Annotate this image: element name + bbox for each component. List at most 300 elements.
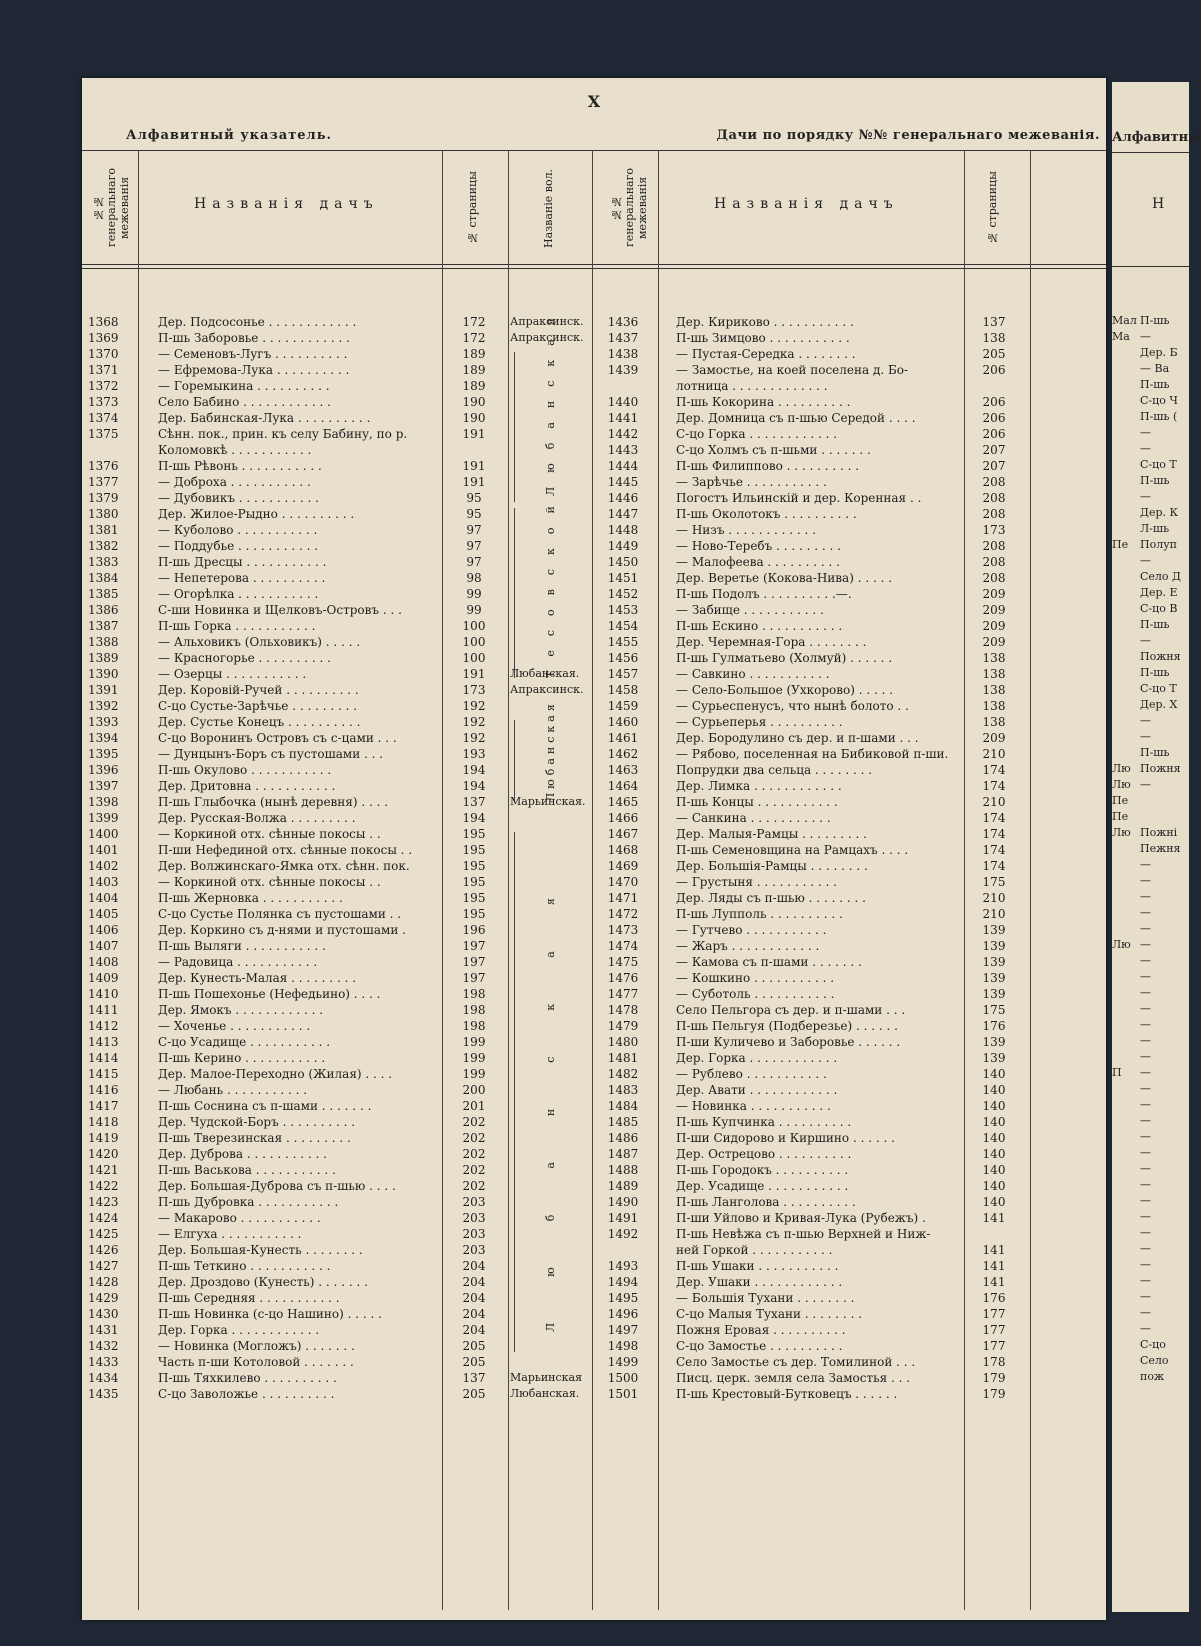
table-row bbox=[82, 730, 1106, 746]
header-right: Дачи по порядку №№ генеральнаго межеванія. bbox=[716, 128, 1100, 143]
table-row bbox=[82, 538, 1106, 554]
adjacent-fragment: — bbox=[1140, 1162, 1151, 1175]
row-page: 189 bbox=[462, 347, 486, 361]
row-name: С-цо Холмъ съ п-шьми . . . . . . . bbox=[676, 443, 871, 457]
row-name: Дер. Кунесть-Малая . . . . . . . . . bbox=[158, 971, 357, 985]
row-page: 140 bbox=[982, 1099, 1006, 1113]
row-name: П-шь Купчинка . . . . . . . . . . bbox=[676, 1115, 852, 1129]
row-number: 1493 bbox=[607, 1259, 639, 1273]
row-page: 209 bbox=[982, 603, 1006, 617]
row-name: Дер. Дритовна . . . . . . . . . . . bbox=[158, 779, 336, 793]
header-left: Алфавитный указатель. bbox=[126, 128, 333, 143]
row-number: 1398 bbox=[88, 795, 119, 809]
row-name: — Альховикъ (Ольховикъ) . . . . . bbox=[158, 635, 361, 649]
row-number: 1417 bbox=[88, 1099, 119, 1113]
row-name: Сѣнн. пок., прин. къ селу Бабину, по р. bbox=[158, 427, 408, 441]
row-page: 139 bbox=[982, 923, 1006, 937]
row-name: С-цо Замостье . . . . . . . . . . bbox=[676, 1339, 843, 1353]
row-number: 1477 bbox=[607, 987, 639, 1001]
row-number: 1438 bbox=[607, 347, 639, 361]
row-name: — Коркиной отх. сѣнные покосы . . bbox=[158, 827, 381, 841]
table-row bbox=[82, 458, 1106, 474]
row-page: 199 bbox=[462, 1035, 486, 1049]
row-number: 1404 bbox=[88, 891, 119, 905]
row-page: 139 bbox=[982, 1035, 1006, 1049]
row-page: 174 bbox=[982, 859, 1006, 873]
row-page: 202 bbox=[462, 1147, 486, 1161]
adjacent-fragment: Дер. Х bbox=[1140, 698, 1178, 711]
row-page: 138 bbox=[982, 683, 1006, 697]
adjacent-page bbox=[1112, 82, 1201, 1612]
table-row bbox=[82, 554, 1106, 570]
row-number: 1427 bbox=[88, 1259, 119, 1273]
row-number: 1432 bbox=[88, 1339, 119, 1353]
row-name: — Елгуха . . . . . . . . . . . bbox=[158, 1227, 302, 1241]
row-name: С-цо Воронинъ Островъ съ с-цами . . . bbox=[158, 731, 397, 745]
adjacent-fragment: — bbox=[1140, 1002, 1151, 1015]
row-page: 172 bbox=[462, 331, 486, 345]
row-page: 208 bbox=[982, 555, 1006, 569]
row-name: Дер. Большія-Рамцы . . . . . . . . bbox=[676, 859, 868, 873]
row-name: — Хоченье . . . . . . . . . . . bbox=[158, 1019, 311, 1033]
adjacent-fragment: — bbox=[1140, 1034, 1151, 1047]
row-name: П-шь Середняя . . . . . . . . . . . bbox=[158, 1291, 340, 1305]
table-row bbox=[82, 954, 1106, 970]
row-page: 198 bbox=[462, 987, 486, 1001]
adjacent-fragment: П-шь ( bbox=[1140, 410, 1178, 423]
adjacent-fragment: — bbox=[1140, 1306, 1151, 1319]
row-number: 1388 bbox=[88, 635, 119, 649]
row-number: 1487 bbox=[607, 1147, 639, 1161]
row-name: Писц. церк. земля села Замостья . . . bbox=[676, 1371, 911, 1385]
row-number: 1458 bbox=[607, 683, 639, 697]
adjacent-fragment: Пежня bbox=[1140, 842, 1181, 855]
row-page: 196 bbox=[462, 923, 486, 937]
row-number: 1443 bbox=[607, 443, 639, 457]
row-volost: Апраксинск. bbox=[510, 683, 584, 696]
row-number: 1478 bbox=[607, 1003, 639, 1017]
table-row bbox=[82, 1338, 1106, 1354]
row-number: 1455 bbox=[607, 635, 639, 649]
row-number: 1405 bbox=[88, 907, 119, 921]
row-name: Дер. Горка . . . . . . . . . . . . bbox=[676, 1051, 838, 1065]
row-number: 1491 bbox=[607, 1211, 639, 1225]
table-row bbox=[82, 474, 1106, 490]
row-number: 1490 bbox=[607, 1195, 639, 1209]
row-page: 177 bbox=[982, 1339, 1006, 1353]
row-number: 1379 bbox=[88, 491, 119, 505]
row-number: 1425 bbox=[88, 1227, 119, 1241]
row-number: 1377 bbox=[88, 475, 119, 489]
table-row bbox=[82, 522, 1106, 538]
row-page: 204 bbox=[462, 1259, 486, 1273]
adjacent-fragment: П-шь bbox=[1140, 618, 1170, 631]
row-name: П-шь Окулово . . . . . . . . . . . bbox=[158, 763, 332, 777]
row-name: Дер. Коркино съ д-нями и пустошами . bbox=[158, 923, 406, 937]
row-page: 138 bbox=[982, 331, 1006, 345]
row-page: 99 bbox=[466, 603, 482, 617]
row-page: 202 bbox=[462, 1131, 486, 1145]
row-number: 1380 bbox=[88, 507, 119, 521]
row-name: П-шь Околотокъ . . . . . . . . . . bbox=[676, 507, 857, 521]
row-name: Дер. Жилое-Рыдно . . . . . . . . . . bbox=[158, 507, 355, 521]
vol-group-label: Любанская bbox=[544, 304, 557, 496]
row-page: 205 bbox=[982, 347, 1006, 361]
row-number: 1441 bbox=[607, 411, 639, 425]
row-number: 1400 bbox=[88, 827, 119, 841]
row-page: 141 bbox=[982, 1259, 1006, 1273]
adjacent-fragment: — bbox=[1140, 1226, 1151, 1239]
row-number: 1416 bbox=[88, 1083, 119, 1097]
row-number: 1450 bbox=[607, 555, 639, 569]
row-number: 1483 bbox=[607, 1083, 639, 1097]
row-name: П-шь Ушаки . . . . . . . . . . . bbox=[676, 1259, 839, 1273]
row-page: 97 bbox=[466, 555, 482, 569]
row-name: С-ши Новинка и Щелковъ-Островъ . . . bbox=[158, 603, 402, 617]
row-name: П-шь Невѣжа съ п-шью Верхней и Ниж- bbox=[676, 1227, 931, 1241]
row-number: 1381 bbox=[88, 523, 119, 537]
row-name: Часть п-ши Котоловой . . . . . . . bbox=[158, 1355, 354, 1369]
row-page: 202 bbox=[462, 1179, 486, 1193]
row-name: — Низъ . . . . . . . . . . . . bbox=[676, 523, 817, 537]
row-name: П-шь Дубровка . . . . . . . . . . . bbox=[158, 1195, 339, 1209]
row-page: 177 bbox=[982, 1323, 1006, 1337]
row-page: 140 bbox=[982, 1163, 1006, 1177]
row-page: 95 bbox=[466, 491, 482, 505]
row-number: 1496 bbox=[607, 1307, 639, 1321]
row-name: Село Пельгора съ дер. и п-шами . . . bbox=[676, 1003, 906, 1017]
table-row bbox=[82, 362, 1106, 378]
row-number: 1418 bbox=[88, 1115, 119, 1129]
row-page: 193 bbox=[462, 747, 486, 761]
adjacent-fragment: — bbox=[1140, 1258, 1151, 1271]
row-name: П-шь Новинка (с-цо Нашино) . . . . . bbox=[158, 1307, 382, 1321]
table-row bbox=[82, 1370, 1106, 1386]
row-number: 1395 bbox=[88, 747, 119, 761]
row-name: — Любань . . . . . . . . . . . bbox=[158, 1083, 308, 1097]
page-number: X bbox=[587, 92, 601, 111]
row-name: — Рябово, поселенная на Бибиковой п-ши. bbox=[676, 747, 949, 761]
row-name: — Большія Тухани . . . . . . . . bbox=[676, 1291, 855, 1305]
table-row bbox=[82, 506, 1106, 522]
row-name: Дер. Дуброва . . . . . . . . . . . bbox=[158, 1147, 327, 1161]
row-name: — Жаръ . . . . . . . . . . . . bbox=[676, 939, 820, 953]
header-rule-bottom bbox=[82, 264, 1106, 265]
row-name: — Суботоль . . . . . . . . . . . bbox=[676, 987, 835, 1001]
row-page: 192 bbox=[462, 699, 486, 713]
table-row bbox=[82, 1290, 1106, 1306]
adjacent-fragment: — bbox=[1140, 778, 1151, 791]
table-row bbox=[82, 1018, 1106, 1034]
row-name: П-шь Ланголова . . . . . . . . . . bbox=[676, 1195, 856, 1209]
row-name: — Пустая-Середка . . . . . . . . bbox=[676, 347, 856, 361]
row-name: — Поддубье . . . . . . . . . . . bbox=[158, 539, 319, 553]
row-number: 1407 bbox=[88, 939, 119, 953]
adjacent-fragment: Пожня bbox=[1140, 650, 1181, 663]
adjacent-fragment: — bbox=[1140, 714, 1151, 727]
row-page: 206 bbox=[982, 395, 1006, 409]
row-number: 1370 bbox=[88, 347, 119, 361]
row-number: 1402 bbox=[88, 859, 119, 873]
row-number: 1449 bbox=[607, 539, 639, 553]
row-name: П-шь Кокорина . . . . . . . . . . bbox=[676, 395, 851, 409]
row-name: П-шь Керино . . . . . . . . . . . bbox=[158, 1051, 326, 1065]
row-page: 139 bbox=[982, 955, 1006, 969]
row-number: 1426 bbox=[88, 1243, 119, 1257]
row-name: П-шь Зимцово . . . . . . . . . . . bbox=[676, 331, 850, 345]
row-name: П-шь Подолъ . . . . . . . . . .—. bbox=[676, 587, 852, 601]
adjacent-fragment: П-шь bbox=[1140, 314, 1170, 327]
row-page: 141 bbox=[982, 1243, 1006, 1257]
header-rule-top bbox=[82, 150, 1106, 151]
adjacent-fragment: Пе bbox=[1112, 810, 1129, 823]
table-row bbox=[82, 810, 1106, 826]
adjacent-fragment: пож bbox=[1140, 1370, 1165, 1383]
adjacent-header: Алфавитны bbox=[1112, 130, 1201, 145]
adjacent-fragment: Пе bbox=[1112, 794, 1129, 807]
row-number: 1473 bbox=[607, 923, 639, 937]
table-row bbox=[82, 586, 1106, 602]
row-number: 1387 bbox=[88, 619, 119, 633]
colhead-page: № страницы bbox=[466, 171, 479, 245]
table-row bbox=[82, 986, 1106, 1002]
row-name: Дер. Авати . . . . . . . . . . . . bbox=[676, 1083, 838, 1097]
adjacent-fragment: — bbox=[1140, 1050, 1151, 1063]
row-page: 175 bbox=[982, 875, 1006, 889]
row-number: 1373 bbox=[88, 395, 119, 409]
table-row bbox=[82, 890, 1106, 906]
row-number: 1465 bbox=[607, 795, 639, 809]
table-row bbox=[82, 762, 1106, 778]
table-row bbox=[82, 1098, 1106, 1114]
table-row bbox=[82, 426, 1106, 442]
adjacent-fragment: Дер. Е bbox=[1140, 586, 1178, 599]
table-row bbox=[82, 346, 1106, 362]
row-name: П-шь Семеновщина на Рамцахъ . . . . bbox=[676, 843, 909, 857]
row-name: — Озерцы . . . . . . . . . . . bbox=[158, 667, 307, 681]
adjacent-fragment: Село bbox=[1140, 1354, 1169, 1367]
row-name: П-шь Горка . . . . . . . . . . . bbox=[158, 619, 316, 633]
row-page: 98 bbox=[466, 571, 482, 585]
row-name: — Радовица . . . . . . . . . . . bbox=[158, 955, 318, 969]
row-name: Дер. Ямокъ . . . . . . . . . . . . bbox=[158, 1003, 324, 1017]
row-name: П-шь Тверезинская . . . . . . . . . bbox=[158, 1131, 351, 1145]
row-page: 203 bbox=[462, 1243, 486, 1257]
adjacent-fragment: Дер. Б bbox=[1140, 346, 1178, 359]
adjacent-col-title: Н bbox=[1152, 196, 1165, 212]
adjacent-fragment: Лю bbox=[1112, 778, 1131, 791]
row-number: 1472 bbox=[607, 907, 639, 921]
row-number: 1437 bbox=[607, 331, 639, 345]
table-row bbox=[82, 698, 1106, 714]
adjacent-fragment: — bbox=[1140, 970, 1151, 983]
row-page: 194 bbox=[462, 779, 486, 793]
header-rule-bottom-2 bbox=[82, 268, 1106, 269]
table-row bbox=[82, 1130, 1106, 1146]
table-row bbox=[82, 842, 1106, 858]
row-number: 1424 bbox=[88, 1211, 119, 1225]
row-page: 100 bbox=[462, 651, 486, 665]
row-page: 209 bbox=[982, 619, 1006, 633]
row-page: 190 bbox=[462, 395, 486, 409]
row-page: 201 bbox=[462, 1099, 486, 1113]
row-page: 197 bbox=[462, 971, 486, 985]
row-page: 192 bbox=[462, 715, 486, 729]
row-name: С-цо Горка . . . . . . . . . . . . bbox=[676, 427, 838, 441]
row-name: — Доброха . . . . . . . . . . . bbox=[158, 475, 311, 489]
row-number: 1384 bbox=[88, 571, 119, 585]
adjacent-rule bbox=[1112, 266, 1189, 267]
row-number: 1375 bbox=[88, 427, 119, 441]
row-page: 138 bbox=[982, 699, 1006, 713]
row-name: П-шь Пошехонье (Нефедьино) . . . . bbox=[158, 987, 381, 1001]
row-page: 208 bbox=[982, 571, 1006, 585]
row-page: 175 bbox=[982, 1003, 1006, 1017]
row-page: 202 bbox=[462, 1115, 486, 1129]
row-page: 200 bbox=[462, 1083, 486, 1097]
row-number: 1382 bbox=[88, 539, 119, 553]
row-number: 1452 bbox=[607, 587, 639, 601]
row-number: 1419 bbox=[88, 1131, 119, 1145]
row-number: 1411 bbox=[88, 1003, 119, 1017]
row-page: 198 bbox=[462, 1003, 486, 1017]
adjacent-fragment: С-цо Т bbox=[1140, 458, 1177, 471]
row-page: 210 bbox=[982, 907, 1006, 921]
row-page: 199 bbox=[462, 1067, 486, 1081]
row-number: 1396 bbox=[88, 763, 119, 777]
row-page: 138 bbox=[982, 715, 1006, 729]
row-page: 209 bbox=[982, 635, 1006, 649]
row-page: 209 bbox=[982, 587, 1006, 601]
adjacent-fragment: — bbox=[1140, 1114, 1151, 1127]
row-page: 208 bbox=[982, 539, 1006, 553]
row-number: 1492 bbox=[607, 1227, 639, 1241]
row-page: 140 bbox=[982, 1147, 1006, 1161]
adjacent-fragment: Пе bbox=[1112, 538, 1129, 551]
row-number: 1446 bbox=[607, 491, 639, 505]
row-page: 203 bbox=[462, 1227, 486, 1241]
row-number: 1474 bbox=[607, 939, 639, 953]
row-page: 139 bbox=[982, 987, 1006, 1001]
adjacent-fragment: — bbox=[1140, 1082, 1151, 1095]
adjacent-fragment: — bbox=[1140, 954, 1151, 967]
row-name: — Село-Большое (Ухкорово) . . . . . bbox=[676, 683, 894, 697]
table-row bbox=[82, 922, 1106, 938]
row-page: 139 bbox=[982, 939, 1006, 953]
adjacent-fragment: Пожня bbox=[1140, 762, 1181, 775]
row-number: 1440 bbox=[607, 395, 639, 409]
row-page: 208 bbox=[982, 507, 1006, 521]
row-name: — Зарѣчье . . . . . . . . . . . bbox=[676, 475, 827, 489]
row-name: П-шь Пельгуя (Подберезье) . . . . . . bbox=[676, 1019, 898, 1033]
row-number: 1481 bbox=[607, 1051, 639, 1065]
row-number: 1447 bbox=[607, 507, 639, 521]
adjacent-fragment: — bbox=[1140, 490, 1151, 503]
table-row bbox=[82, 1210, 1106, 1226]
adjacent-fragment: — bbox=[1140, 1322, 1151, 1335]
row-number: 1499 bbox=[607, 1355, 639, 1369]
table-row bbox=[82, 1066, 1106, 1082]
row-page: 137 bbox=[982, 315, 1006, 329]
row-name: П-шь Теткино . . . . . . . . . . . bbox=[158, 1259, 331, 1273]
row-page: 140 bbox=[982, 1131, 1006, 1145]
row-name: Дер. Ляды съ п-шью . . . . . . . . bbox=[676, 891, 866, 905]
row-name: ней Горкой . . . . . . . . . . . bbox=[676, 1243, 833, 1257]
row-name: Село Бабино . . . . . . . . . . . . bbox=[158, 395, 331, 409]
row-page: 204 bbox=[462, 1275, 486, 1289]
document-page bbox=[82, 78, 1106, 1620]
table-row bbox=[82, 1226, 1106, 1242]
adjacent-fragment: — bbox=[1140, 986, 1151, 999]
row-name: Дер. Подсосонье . . . . . . . . . . . . bbox=[158, 315, 357, 329]
row-number: 1454 bbox=[607, 619, 639, 633]
adjacent-fragment: — bbox=[1140, 938, 1151, 951]
row-name: С-цо Малыя Тухани . . . . . . . . bbox=[676, 1307, 863, 1321]
row-page: 174 bbox=[982, 843, 1006, 857]
row-page: 191 bbox=[462, 459, 486, 473]
row-name: П-шь Гулматьево (Холмуй) . . . . . . bbox=[676, 651, 893, 665]
table-row bbox=[82, 1306, 1106, 1322]
adjacent-fragment: Л-шь bbox=[1140, 522, 1170, 535]
row-number: 1445 bbox=[607, 475, 639, 489]
row-number: 1479 bbox=[607, 1019, 639, 1033]
row-page: 192 bbox=[462, 731, 486, 745]
row-volost: Любанская. bbox=[510, 1387, 580, 1400]
row-name: С-цо Сустье Полянка съ пустошами . . bbox=[158, 907, 402, 921]
row-name: П-шь Филиппово . . . . . . . . . . bbox=[676, 459, 860, 473]
row-name: Дер. Чудской-Боръ . . . . . . . . . . bbox=[158, 1115, 356, 1129]
colhead-num-2: №№ генеральнаго межеванія bbox=[610, 168, 649, 248]
adjacent-fragment: — bbox=[1140, 890, 1151, 903]
row-page: 197 bbox=[462, 955, 486, 969]
row-page: 173 bbox=[462, 683, 486, 697]
row-name: П-ши Нефединой отх. сѣнные покосы . . bbox=[158, 843, 413, 857]
adjacent-fragment: — bbox=[1140, 1274, 1151, 1287]
row-number: 1457 bbox=[607, 667, 639, 681]
table-row bbox=[82, 1194, 1106, 1210]
row-page: 140 bbox=[982, 1083, 1006, 1097]
adjacent-fragment: — bbox=[1140, 1178, 1151, 1191]
table-row bbox=[82, 938, 1106, 954]
row-number: 1476 bbox=[607, 971, 639, 985]
row-number: 1460 bbox=[607, 715, 639, 729]
row-page: 194 bbox=[462, 811, 486, 825]
row-page: 179 bbox=[982, 1387, 1006, 1401]
row-page: 97 bbox=[466, 523, 482, 537]
adjacent-fragment: С-цо Ч bbox=[1140, 394, 1178, 407]
row-page: 204 bbox=[462, 1307, 486, 1321]
adjacent-fragment: П-шь bbox=[1140, 666, 1170, 679]
row-page: 139 bbox=[982, 1051, 1006, 1065]
row-name: П-ши Уйлово и Кривая-Лука (Рубежъ) . bbox=[676, 1211, 926, 1225]
row-page: 205 bbox=[462, 1387, 486, 1401]
table-row bbox=[82, 1242, 1106, 1258]
row-name: — Дунцынъ-Боръ съ пустошами . . . bbox=[158, 747, 384, 761]
adjacent-fragment: — bbox=[1140, 554, 1151, 567]
row-number: 1383 bbox=[88, 555, 119, 569]
row-number: 1391 bbox=[88, 683, 119, 697]
table-row bbox=[82, 1162, 1106, 1178]
row-number: 1461 bbox=[607, 731, 639, 745]
row-name: — Кошкино . . . . . . . . . . . bbox=[676, 971, 835, 985]
row-name: П-шь Глыбочка (нынѣ деревня) . . . . bbox=[158, 795, 389, 809]
row-number: 1409 bbox=[88, 971, 119, 985]
row-number: 1422 bbox=[88, 1179, 119, 1193]
row-number: 1494 bbox=[607, 1275, 639, 1289]
row-page: 210 bbox=[982, 795, 1006, 809]
row-number: 1401 bbox=[88, 843, 119, 857]
row-page: 190 bbox=[462, 411, 486, 425]
